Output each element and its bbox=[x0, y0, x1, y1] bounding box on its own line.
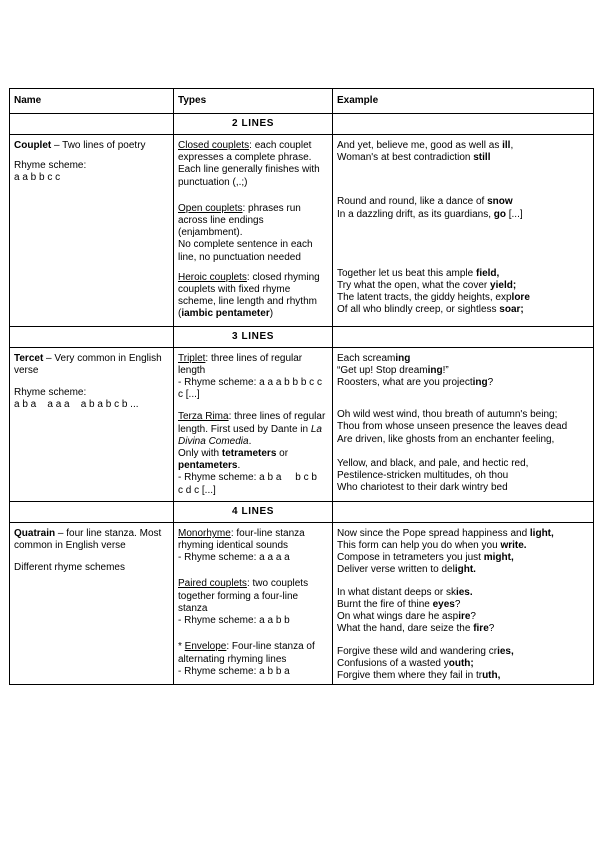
example-line: In what distant deeps or skies. bbox=[337, 586, 473, 598]
terza-pentameters: pentameters bbox=[178, 460, 238, 472]
open-couplets-desc: : phrases run across line endings (enjambment). bbox=[178, 202, 301, 239]
header-name: Name bbox=[10, 89, 174, 114]
section-title-3-lines: 3 LINES bbox=[174, 326, 333, 347]
cell-tercet-types bbox=[174, 347, 333, 501]
example-line: Of all who blindly creep, or sightless soar; bbox=[337, 304, 524, 316]
quatrain-extra: Different rhyme schemes bbox=[14, 562, 125, 574]
cell-quatrain-examples bbox=[333, 522, 594, 684]
example-monorhyme bbox=[337, 528, 589, 577]
triplet-scheme: - Rhyme scheme: a a a b b b c c c [...] bbox=[178, 377, 322, 401]
closed-couplets-desc: : each couplet expresses a complete phrase. Each line generally finishes with punctuation (,.;) bbox=[178, 140, 320, 188]
header-row bbox=[10, 89, 594, 114]
section-title-2-lines: 2 LINES bbox=[174, 114, 333, 135]
cell-couplet-name bbox=[10, 135, 174, 327]
example-line: “Get up! Stop dreaming!” bbox=[337, 364, 449, 376]
terza-or: or bbox=[276, 448, 289, 460]
terza-rima-title: Terza Rima bbox=[178, 411, 229, 423]
example-line: Confusions of a wasted youth; bbox=[337, 657, 474, 669]
terza-rima-work: La Divina Comedia bbox=[178, 423, 322, 447]
example-line: And yet, believe me, good as well as ill, bbox=[337, 140, 514, 151]
section-row-2-lines bbox=[10, 114, 594, 135]
example-line: Try what the open, what the cover yield; bbox=[337, 280, 517, 292]
couplet-desc: – Two lines of poetry bbox=[51, 140, 146, 151]
table-row-tercet bbox=[10, 347, 594, 501]
example-closed bbox=[337, 140, 589, 164]
example-terza-rima bbox=[337, 409, 589, 494]
triplet-desc: : three lines of regular length bbox=[178, 352, 303, 376]
poetry-forms-table bbox=[9, 88, 594, 685]
section-spacer bbox=[10, 501, 174, 522]
couplet-rhyme-label: Rhyme scheme: bbox=[14, 160, 87, 172]
closed-couplets-title: Closed couplets bbox=[178, 140, 250, 151]
section-spacer bbox=[10, 326, 174, 347]
example-line: Are driven, like ghosts from an enchanter feeling, bbox=[337, 433, 555, 445]
monorhyme-scheme: - Rhyme scheme: a a a a bbox=[178, 552, 290, 564]
paired-couplets-desc: : two couplets together forming a four-line stanza bbox=[178, 578, 309, 614]
couplet-rhyme: a a b b c c bbox=[14, 172, 61, 184]
couplet-title: Couplet bbox=[14, 140, 52, 151]
tercet-title: Tercet bbox=[14, 352, 44, 364]
section-spacer bbox=[333, 501, 594, 522]
envelope-star: * bbox=[178, 641, 185, 653]
quatrain-desc: – four line stanza. Most common in English verse bbox=[14, 527, 162, 552]
example-line: Burnt the fire of thine eyes? bbox=[337, 598, 461, 610]
header-example: Example bbox=[333, 89, 594, 114]
example-paired bbox=[337, 587, 589, 636]
example-line: Together let us beat this ample field, bbox=[337, 267, 500, 279]
example-line: Who chariotest to their dark wintry bed bbox=[337, 482, 508, 494]
example-line: Oh wild west wind, thou breath of autumn's being; bbox=[337, 409, 558, 421]
heroic-couplets-end: ) bbox=[269, 308, 274, 320]
cell-couplet-types bbox=[174, 135, 333, 327]
example-line: Round and round, like a dance of snow bbox=[337, 196, 513, 208]
heroic-couplets-title: Heroic couplets bbox=[178, 271, 247, 283]
table-row-quatrain bbox=[10, 522, 594, 684]
open-couplets-desc2: No complete sentence in each line, no punctuation needed bbox=[178, 239, 313, 263]
example-line: Each screaming bbox=[337, 352, 411, 364]
example-envelope bbox=[337, 646, 589, 683]
tercet-desc: – Very common in English verse bbox=[14, 352, 162, 376]
example-line: Roosters, what are you projecting? bbox=[337, 377, 494, 389]
example-line: The latent tracts, the giddy heights, explore bbox=[337, 292, 530, 304]
terza-rima-scheme: - Rhyme scheme: a b a b c b c d c [...] bbox=[178, 472, 331, 496]
example-line: Now since the Pope spread happiness and light, bbox=[337, 527, 554, 539]
terza-period: . bbox=[237, 460, 241, 472]
cell-tercet-examples bbox=[333, 347, 594, 501]
section-title-4-lines: 4 LINES bbox=[174, 501, 333, 522]
cell-quatrain-name bbox=[10, 522, 174, 684]
section-row-3-lines bbox=[10, 326, 594, 347]
example-line: Forgive them where they fail in truth, bbox=[337, 669, 501, 681]
envelope-title: Envelope bbox=[184, 641, 227, 653]
envelope-scheme: - Rhyme scheme: a b b a bbox=[178, 665, 290, 677]
example-line: Yellow, and black, and pale, and hectic red, bbox=[337, 457, 529, 469]
quatrain-title: Quatrain bbox=[14, 527, 56, 539]
tercet-rhyme: a b a a a a a b a b c b ... bbox=[14, 399, 139, 411]
example-line: What the hand, dare seize the fire? bbox=[337, 623, 495, 635]
example-line: Forgive these wild and wandering cries, bbox=[337, 645, 514, 657]
terza-only-a: Only with bbox=[178, 448, 222, 460]
stanza-gap bbox=[337, 446, 589, 458]
heroic-couplets-desc: : closed rhyming couplets with fixed rhyme scheme, line length and rhythm ( bbox=[178, 271, 320, 320]
envelope-desc: : Four-line stanza of alternating rhyming lines bbox=[178, 641, 315, 665]
section-row-4-lines bbox=[10, 501, 594, 522]
terza-tetrameters: tetrameters bbox=[221, 448, 277, 460]
section-spacer bbox=[333, 326, 594, 347]
example-line: Pestilence-stricken multitudes, oh thou bbox=[337, 470, 509, 482]
table-row-couplet bbox=[10, 135, 594, 327]
tercet-rhyme-label: Rhyme scheme: bbox=[14, 387, 87, 399]
terza-rima-desc: : three lines of regular length. First used by Dante in bbox=[178, 411, 326, 435]
monorhyme-desc: : four-line stanza rhyming identical sounds bbox=[178, 527, 305, 552]
open-couplets-title: Open couplets bbox=[178, 202, 243, 214]
example-line: Compose in tetrameters you just might, bbox=[337, 552, 514, 564]
triplet-title: Triplet bbox=[178, 352, 206, 364]
cell-quatrain-types bbox=[174, 522, 333, 684]
section-spacer bbox=[10, 114, 174, 135]
example-heroic bbox=[337, 268, 589, 317]
paired-couplets-scheme: - Rhyme scheme: a a b b bbox=[178, 615, 290, 627]
example-open bbox=[337, 196, 589, 220]
example-line: In a dazzling drift, as its guardians, go [...] bbox=[337, 208, 523, 220]
cell-couplet-examples bbox=[333, 135, 594, 327]
example-line: This form can help you do when you write. bbox=[337, 540, 527, 552]
example-line: Woman's at best contradiction still bbox=[337, 152, 491, 164]
example-line: Thou from whose unseen presence the leaves dead bbox=[337, 421, 568, 433]
section-spacer bbox=[333, 114, 594, 135]
terza-rima-desc2: . bbox=[248, 435, 252, 447]
example-triplet bbox=[337, 353, 589, 390]
example-line: Deliver verse written to delight. bbox=[337, 564, 476, 576]
heroic-couplets-meter: iambic pentameter bbox=[181, 308, 270, 320]
monorhyme-title: Monorhyme bbox=[178, 527, 231, 539]
paired-couplets-title: Paired couplets bbox=[178, 578, 247, 590]
example-line: On what wings dare he aspire? bbox=[337, 611, 476, 623]
header-types: Types bbox=[174, 89, 333, 114]
cell-tercet-name bbox=[10, 347, 174, 501]
